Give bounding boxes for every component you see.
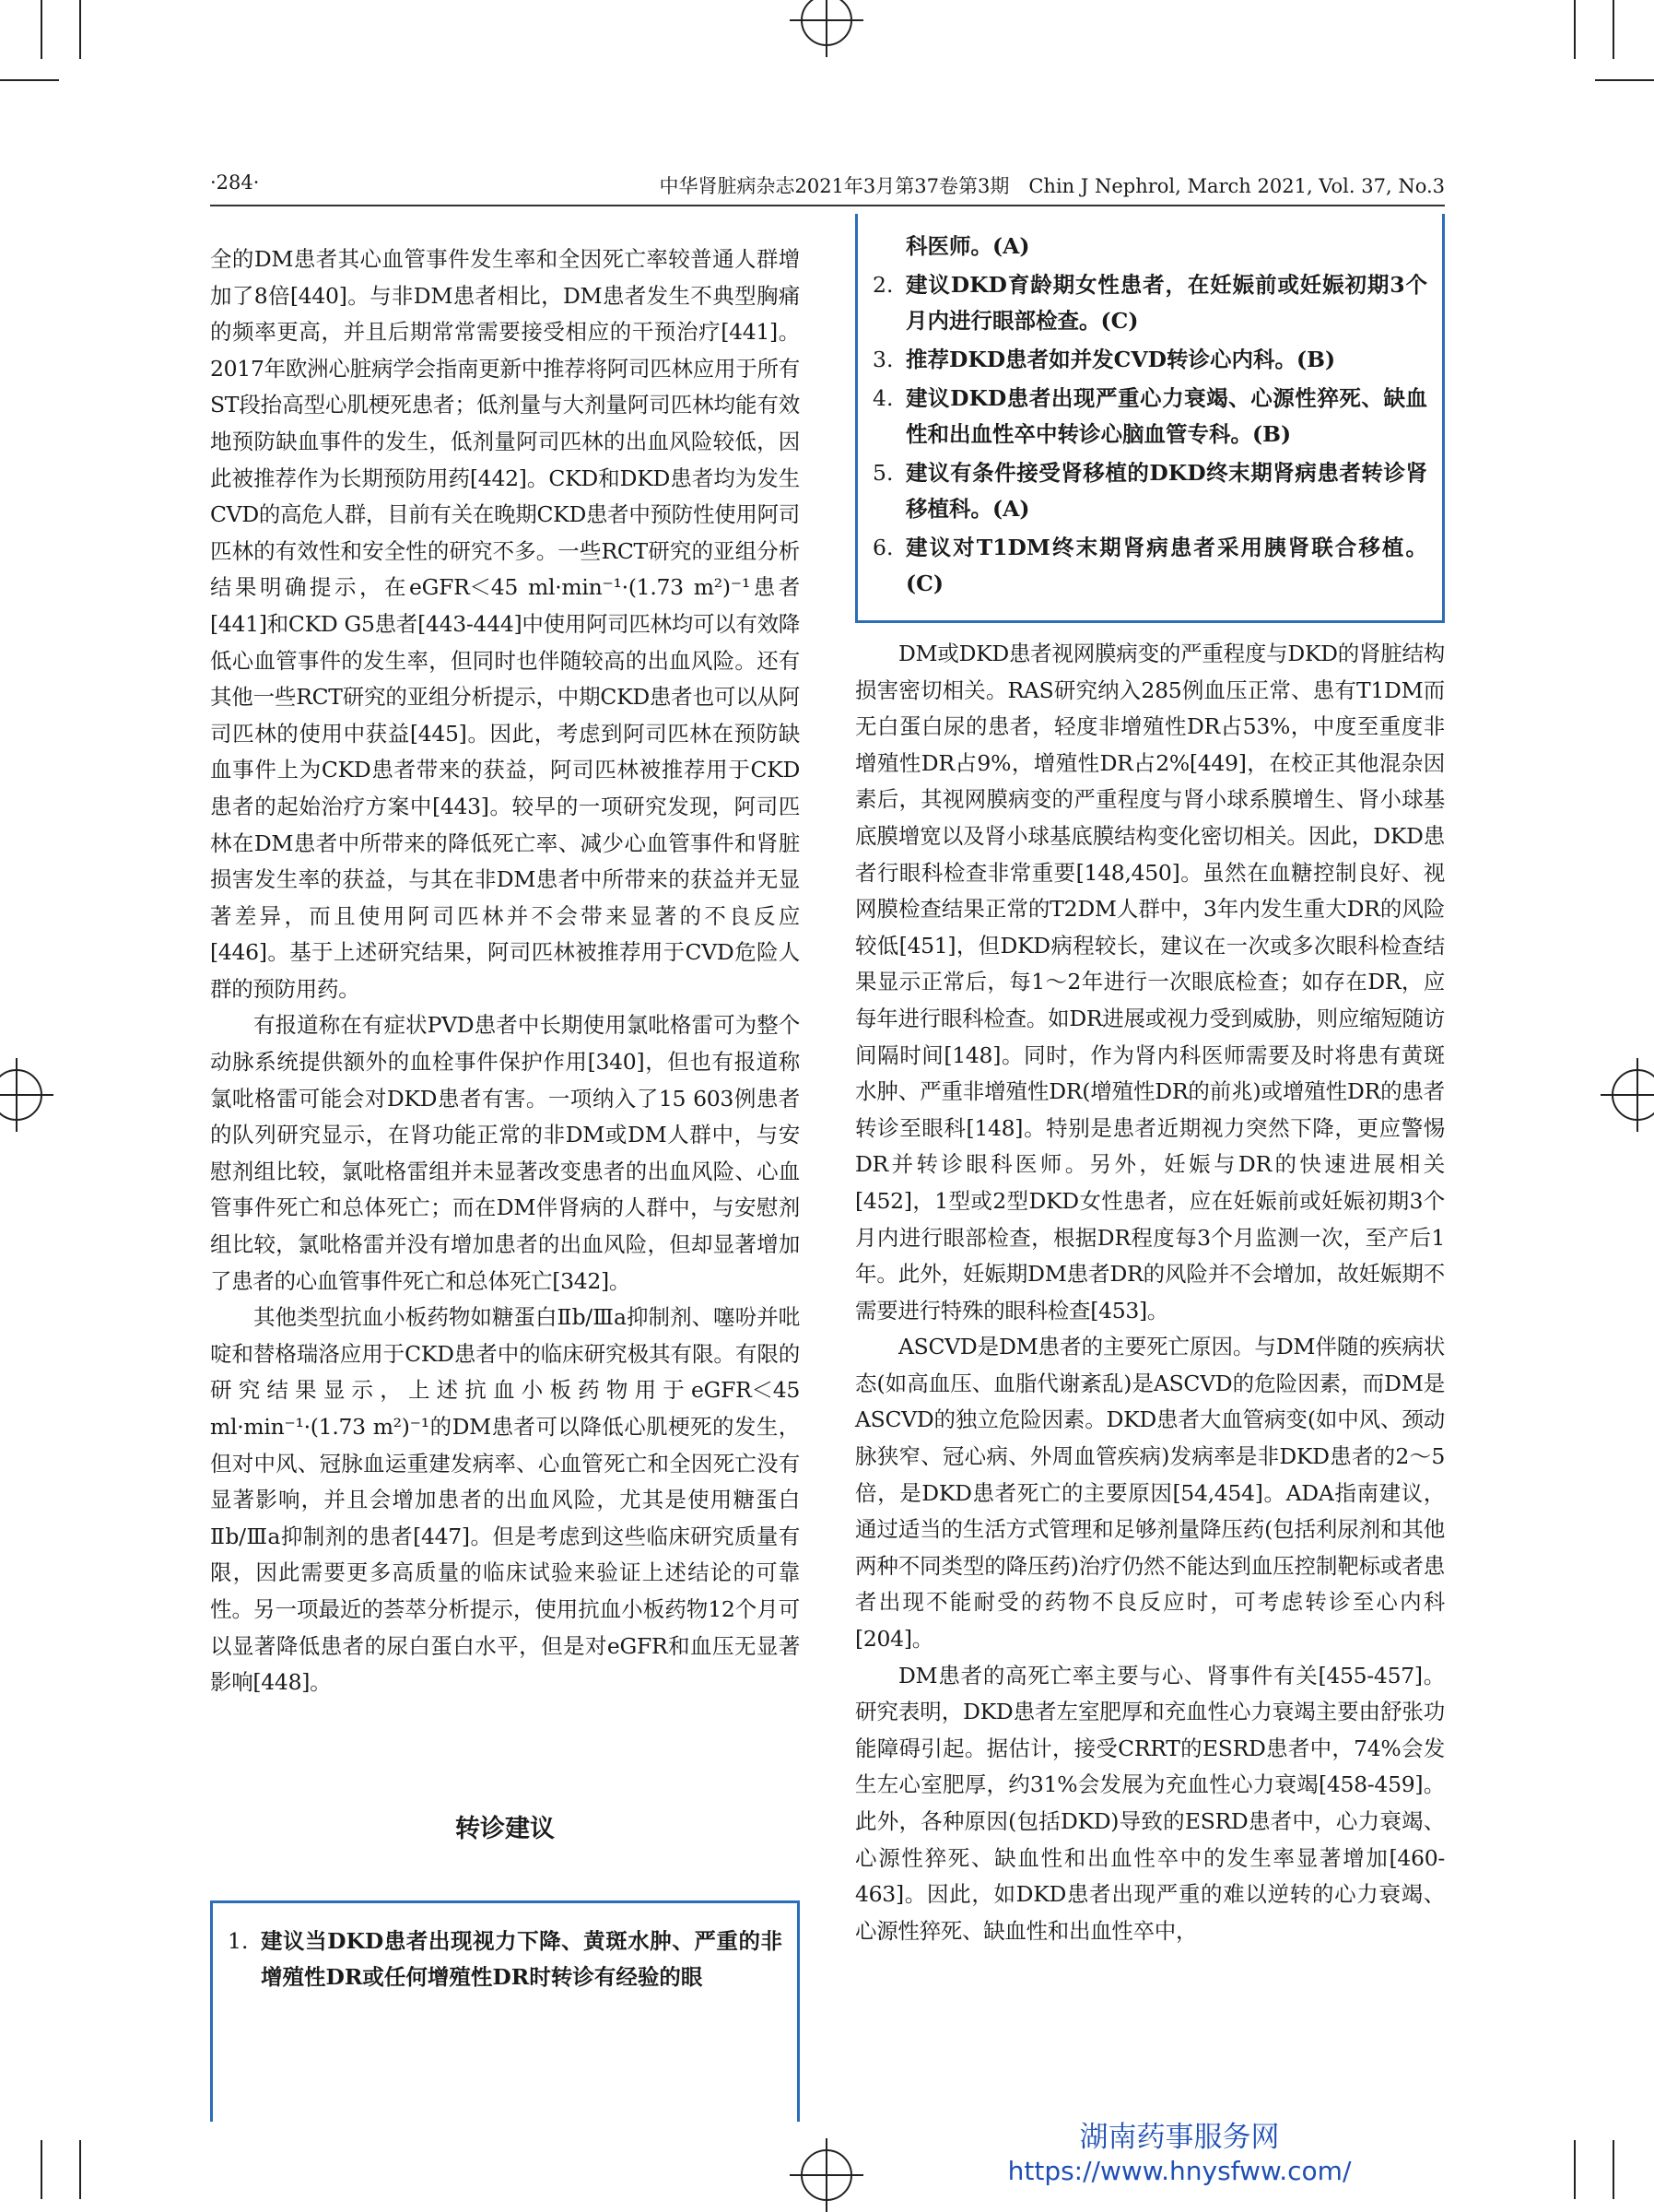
page-number: ·284· (210, 171, 260, 194)
crop-mark (41, 2140, 42, 2199)
crop-mark (1595, 79, 1654, 81)
recommendation-number: 4. (873, 385, 894, 411)
recommendation-item (873, 381, 1427, 453)
crop-mark (79, 2140, 81, 2199)
body-paragraph: 全的DM患者其心血管事件发生率和全因死亡率较普通人群增加了8倍[440]。与非DM患者相比，DM患者发生不典型胸痛的频率更高，并且后期常常需要接受相应的干预治疗[441]。2017年欧洲心脏病学会指南更新中推荐将阿司匹林应用于所有ST段抬高型心肌梗死患者；低剂量与大剂量阿司匹林均能有效地预防缺血事件的发生，低剂量阿司匹林的出血风险较低，因此被推荐作为长期预防用药[442]。CKD和DKD患者均为发生CVD的高危人群，目前有关在晚期CKD患者中预防性使用阿司匹林的有效性和安全性的研究不多。一些RCT研究的亚组分析结果明确提示，在eGFR＜45 ml·min⁻¹·(1.73 m²)⁻¹患者[441]和CKD G5患者[443-444]中使用阿司匹林均可以有效降低心血管事件的发生率，但同时也伴随较高的出血风险。还有其他一些RCT研究的亚组分析提示，中期CKD患者也可以从阿司匹林的使用中获益[445]。因此，考虑到阿司匹林在预防缺血事件上为CKD患者带来的获益，阿司匹林被推荐用于CKD患者的起始治疗方案中[443]。较早的一项研究发现，阿司匹林在DM患者中所带来的降低死亡率、减少心血管事件和肾脏损害发生率的获益，与其在非DM患者中所带来的获益并无显著差异，而且使用阿司匹林并不会带来显著的不良反应[446]。基于上述研究结果，阿司匹林被推荐用于CVD危险人群的预防用药。 (210, 246, 800, 1002)
recommendation-number: 6. (873, 535, 894, 560)
recommendation-text: 建议DKD患者出现严重心力衰竭、心源性猝死、缺血性和出血性卒中转诊心脑血管专科。(B) (906, 385, 1427, 447)
recommendation-text: 推荐DKD患者如并发CVD转诊心内科。(B) (906, 347, 1336, 372)
crop-mark (1613, 2140, 1614, 2199)
registration-mark-icon (0, 1069, 42, 1121)
header-rule (210, 205, 1445, 206)
recommendation-text: 建议有条件接受肾移植的DKD终末期肾病患者转诊肾移植科。(A) (906, 460, 1427, 522)
recommendation-text: 科医师。(A) (906, 233, 1030, 259)
crop-mark (1574, 0, 1576, 59)
recommendation-text: 建议当DKD患者出现视力下降、黄斑水肿、严重的非增殖性DR或任何增殖性DR时转诊有经验的眼 (261, 1928, 782, 1990)
body-paragraph: DM患者的高死亡率主要与心、肾事件有关[455-457]。研究表明，DKD患者左室肥厚和充血性心力衰竭主要由舒张功能障碍引起。据估计，接受CRRT的ESRD患者中，74%会发生左心室肥厚，约31%会发展为充血性心力衰竭[458-459]。此外，各种原因(包括DKD)导致的ESRD患者中，心力衰竭、心源性猝死、缺血性和出血性卒中的发生率显著增加[460-463]。因此，如DKD患者出现严重的难以逆转的心力衰竭、心源性猝死、缺血性和出血性卒中， (855, 1662, 1445, 1944)
registration-mark-icon (801, 2149, 852, 2201)
right-column (855, 636, 1445, 1949)
running-header (210, 171, 1445, 203)
watermark-site-name: 湖南药事服务网 (1079, 2121, 1280, 2154)
recommendation-number: 2. (873, 272, 894, 298)
recommendation-item (873, 530, 1427, 602)
crop-mark (1613, 0, 1614, 59)
recommendation-text: 建议对T1DM终末期肾病患者采用胰肾联合移植。(C) (906, 535, 1427, 596)
recommendation-item (873, 267, 1427, 339)
recommendation-continuation (873, 229, 1427, 265)
recommendation-text: 建议DKD育龄期女性患者，在妊娠前或妊娠初期3个月内进行眼部检查。(C) (906, 272, 1427, 334)
referral-box-start (210, 1900, 800, 2122)
crop-mark (1574, 2140, 1576, 2199)
body-paragraph: ASCVD是DM患者的主要死亡原因。与DM伴随的疾病状态(如高血压、血脂代谢紊乱)是ASCVD的危险因素，而DM是ASCVD的独立危险因素。DKD患者大血管病变(如中风、颈动脉狭窄、冠心病、外周血管疾病)发病率是非DKD患者的2～5倍，是DKD患者死亡的主要原因[54,454]。ADA指南建议，通过适当的生活方式管理和足够剂量降压药(包括利尿剂和其他两种不同类型的降压药)治疗仍然不能达到血压控制靶标或者患者出现不能耐受的药物不良反应时，可考虑转诊至心内科[204]。 (855, 1334, 1445, 1653)
registration-mark-icon (801, 0, 852, 46)
site-watermark (977, 2120, 1382, 2188)
body-paragraph: 有报道称在有症状PVD患者中长期使用氯吡格雷可为整个动脉系统提供额外的血栓事件保护作用[340]，但也有报道称氯吡格雷可能会对DKD患者有害。一项纳入了15 603例患者的队列研究显示，在肾功能正常的非DM或DM人群中，与安慰剂组比较，氯吡格雷组并未显著改变患者的出血风险、心血管事件死亡和总体死亡；而在DM伴肾病的人群中，与安慰剂组比较，氯吡格雷并没有增加患者的出血风险，但却显著增加了患者的心血管事件死亡和总体死亡[342]。 (210, 1012, 800, 1294)
recommendation-number: 1. (228, 1928, 249, 1954)
recommendation-item (228, 1924, 782, 1995)
section-heading: 转诊建议 (455, 1815, 555, 1843)
crop-mark (79, 0, 81, 59)
recommendation-item (873, 342, 1427, 378)
recommendation-item (873, 455, 1427, 527)
registration-mark-icon (1612, 1069, 1654, 1121)
crop-mark (0, 79, 59, 81)
watermark-url-link[interactable]: https://www.hnysfww.com/ (1007, 2156, 1352, 2186)
referral-box-continued (855, 214, 1445, 623)
body-paragraph: 其他类型抗血小板药物如糖蛋白Ⅱb/Ⅲa抑制剂、噻吩并吡啶和替格瑞洛应用于CKD患者中的临床研究极其有限。有限的研究结果显示，上述抗血小板药物用于eGFR＜45 ml·min⁻¹·(1.73 m²)⁻¹的DM患者可以降低心肌梗死的发生，但对中风、冠脉血运重建发病率、心血管死亡和全因死亡没有显著影响，并且会增加患者的出血风险，尤其是使用糖蛋白Ⅱb/Ⅲa抑制剂的患者[447]。但是考虑到这些临床研究质量有限，因此需要更多高质量的临床试验来验证上述结论的可靠性。另一项最近的荟萃分析提示，使用抗血小板药物12个月可以显著降低患者的尿白蛋白水平，但是对eGFR和血压无显著影响[448]。 (210, 1304, 800, 1696)
body-paragraph: DM或DKD患者视网膜病变的严重程度与DKD的肾脏结构损害密切相关。RAS研究纳入285例血压正常、患有T1DM而无白蛋白尿的患者，轻度非增殖性DR占53%，中度至重度非增殖性DR占9%，增殖性DR占2%[449]，在校正其他混杂因素后，其视网膜病变的严重程度与肾小球系膜增生、肾小球基底膜增宽以及肾小球基底膜结构变化密切相关。因此，DKD患者行眼科检查非常重要[148,450]。虽然在血糖控制良好、视网膜检查结果正常的T2DM人群中，3年内发生重大DR的风险较低[451]，但DKD病程较长，建议在一次或多次眼科检查结果显示正常后，每1～2年进行一次眼底检查；如存在DR，应每年进行眼科检查。如DR进展或视力受到威胁，则应缩短随访间隔时间[148]。同时，作为肾内科医师需要及时将患有黄斑水肿、严重非增殖性DR(增殖性DR的前兆)或增殖性DR的患者转诊至眼科[148]。特别是患者近期视力突然下降，更应警惕DR并转诊眼科医师。另外，妊娠与DR的快速进展相关[452]，1型或2型DKD女性患者，应在妊娠前或妊娠初期3个月内进行眼部检查，根据DR程度每3个月监测一次，至产后1年。此外，妊娠期DM患者DR的风险并不会增加，故妊娠期不需要进行特殊的眼科检查[453]。 (855, 641, 1445, 1324)
recommendation-number: 3. (873, 347, 894, 372)
journal-citation: 中华肾脏病杂志2021年3月第37卷第3期 Chin J Nephrol, March 2021, Vol. 37, No.3 (659, 175, 1445, 197)
left-column (210, 241, 800, 1701)
recommendation-number: 5. (873, 460, 894, 486)
crop-mark (41, 0, 42, 59)
